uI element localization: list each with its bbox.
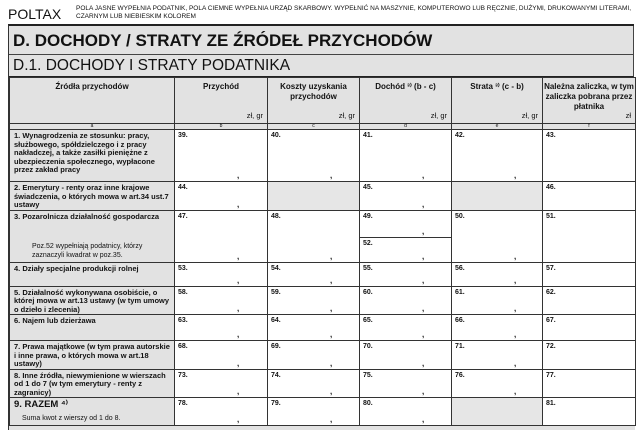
amount-field-c[interactable] — [268, 369, 360, 398]
amount-field-e[interactable] — [452, 286, 543, 315]
unit-label: zł, gr — [246, 111, 263, 120]
income-source: 4. Działy specjalne produkcji rolnej — [10, 262, 175, 286]
income-source: 2. Emerytury - renty oraz inne krajowe świadczenia, o których mowa w art.34 ust.7 ustawy — [10, 182, 175, 211]
income-source: 8. Inne źródła, niewymienione w wierszach od 1 do 7 (w tym emerytury - renty z zagranicy) — [10, 369, 175, 398]
field-number: 76. — [455, 371, 465, 379]
column-letter: f — [543, 124, 636, 130]
amount-field-b[interactable] — [175, 315, 268, 341]
table-row — [10, 398, 636, 426]
amount-field-f[interactable] — [543, 341, 636, 370]
field-number: 71. — [455, 343, 465, 350]
field-number: 48. — [271, 212, 281, 220]
decimal-separator: , — [514, 330, 517, 339]
field-number: 46. — [546, 184, 556, 191]
field-number: 63. — [178, 317, 188, 324]
table-row — [10, 130, 636, 182]
field-number: 64. — [271, 317, 281, 324]
field-number: 39. — [178, 132, 188, 139]
decimal-separator: , — [237, 251, 240, 261]
instructions: POLA JASNE WYPEŁNIA PODATNIK, POLA CIEMNE WYPEŁNIA URZĄD SKARBOWY. WYPEŁNIĆ NA MASZYNIE, KOMPUTEROWO LUB RĘCZNIE, DUŻYMI, DRUKOWANYMI LITERAMI, CZARNYM LUB NIEBIESKIM KOLOREM — [76, 5, 632, 20]
amount-field-c[interactable] — [268, 341, 360, 370]
decimal-separator: , — [330, 358, 333, 368]
amount-field-d[interactable] — [360, 315, 452, 341]
field-number: 70. — [363, 343, 373, 350]
amount-field-c[interactable] — [268, 398, 360, 426]
field-number: 59. — [271, 288, 281, 296]
unit-label: zł, gr — [338, 111, 355, 120]
field-number: 55. — [363, 264, 373, 272]
decimal-separator: , — [422, 304, 425, 313]
amount-field-d[interactable] — [360, 398, 452, 426]
amount-field-c[interactable] — [268, 286, 360, 315]
decimal-separator: , — [422, 275, 425, 285]
unit-label: zł, gr — [521, 111, 538, 120]
amount-field-f[interactable] — [543, 286, 636, 315]
column-letter: c — [268, 124, 360, 130]
table-row — [10, 369, 636, 398]
decimal-separator: , — [422, 330, 425, 339]
table-row — [10, 210, 636, 262]
field-number: 80. — [363, 400, 373, 407]
decimal-separator: , — [237, 199, 240, 209]
amount-field-f[interactable] — [543, 398, 636, 426]
decimal-separator: , — [330, 275, 333, 285]
column-letter: d — [360, 124, 452, 130]
amount-field-b[interactable] — [175, 130, 268, 182]
table-row — [10, 262, 636, 286]
column-letter: b — [175, 124, 268, 130]
amount-field-d[interactable] — [360, 369, 452, 398]
field-number: 77. — [546, 371, 556, 379]
income-source: 6. Najem lub dzierżawa — [10, 315, 175, 341]
income-table — [9, 77, 636, 426]
field-number: 52. — [363, 239, 373, 247]
field-number: 41. — [363, 132, 373, 139]
amount-field-e[interactable] — [452, 315, 543, 341]
decimal-separator: , — [514, 251, 517, 261]
field-number: 40. — [271, 132, 281, 139]
amount-field-e[interactable] — [452, 369, 543, 398]
unit-label: zł — [625, 111, 631, 120]
amount-field-c[interactable] — [268, 210, 360, 262]
field-number: 69. — [271, 343, 281, 350]
field-number: 68. — [178, 343, 188, 350]
amount-field-c[interactable] — [268, 262, 360, 286]
field-number: 72. — [546, 343, 556, 350]
amount-field-f[interactable] — [543, 182, 636, 211]
field-number: 73. — [178, 371, 188, 379]
field-number: 75. — [363, 371, 373, 379]
amount-field-c[interactable] — [268, 315, 360, 341]
decimal-separator: , — [237, 330, 240, 339]
amount-field-e[interactable] — [452, 130, 543, 182]
field-number: 53. — [178, 264, 188, 272]
amount-field-b[interactable] — [175, 369, 268, 398]
decimal-separator: , — [237, 171, 240, 180]
decimal-separator: , — [514, 304, 517, 313]
decimal-separator: , — [422, 415, 425, 424]
decimal-separator: , — [330, 330, 333, 339]
field-number: 74. — [271, 371, 281, 379]
decimal-separator: , — [330, 251, 333, 261]
decimal-separator: , — [237, 387, 240, 396]
field-number: 45. — [363, 184, 373, 191]
field-number: 47. — [178, 212, 188, 220]
income-source: 3. Pozarolnicza działalność gospodarcza Poz.52 wypełniają podatnicy, którzy zaznaczyli kwadrat w poz.35. — [10, 210, 175, 262]
field-number: 58. — [178, 288, 188, 296]
decimal-separator: , — [237, 275, 240, 285]
section-title: D. DOCHODY / STRATY ZE ŹRÓDEŁ PRZYCHODÓW — [9, 26, 634, 55]
column-header: Dochód ³⁾ (b - c) zł, gr — [360, 78, 452, 124]
income-source: 9. RAZEM ⁴⁾ Suma kwot z wierszy od 1 do 8. — [10, 398, 175, 426]
column-header: Strata ³⁾ (c - b) zł, gr — [452, 78, 543, 124]
amount-field-f[interactable] — [543, 130, 636, 182]
field-number: 56. — [455, 264, 465, 272]
column-header: Należna zaliczka, w tym zaliczka pobrana przez płatnika zł — [543, 78, 636, 124]
amount-field-d[interactable] — [360, 210, 452, 262]
amount-field-b[interactable] — [175, 182, 268, 211]
field-number: 65. — [363, 317, 373, 324]
column-header: Koszty uzyskania przychodów zł, gr — [268, 78, 360, 124]
office-only-cell — [452, 182, 543, 211]
field-number: 67. — [546, 317, 556, 324]
income-source: 1. Wynagrodzenia ze stosunku: pracy, służbowego, spółdzielczego i z pracy nakładczej, a także zasiłki pieniężne z ubezpieczenia społecznego, wypłacone przez zakład pracy — [10, 130, 175, 182]
bottom-band — [9, 426, 635, 430]
decimal-separator: , — [514, 358, 517, 368]
amount-field-d[interactable] — [360, 286, 452, 315]
unit-label: zł, gr — [430, 111, 447, 120]
decimal-separator: , — [237, 358, 240, 368]
amount-field-b[interactable] — [175, 210, 268, 262]
field-number: 49. — [363, 212, 373, 220]
decimal-separator: , — [330, 387, 333, 396]
row-note: Poz.52 wypełniają podatnicy, którzy zaznaczyli kwadrat w poz.35. — [32, 242, 143, 259]
amount-field-f[interactable] — [543, 210, 636, 262]
amount-field-b[interactable] — [175, 341, 268, 370]
decimal-separator: , — [422, 171, 425, 180]
amount-field-b[interactable] — [175, 262, 268, 286]
decimal-separator: , — [514, 171, 517, 180]
amount-field-e[interactable] — [452, 262, 543, 286]
amount-field-f[interactable] — [543, 315, 636, 341]
amount-field[interactable] — [360, 211, 451, 238]
amount-field-d[interactable] — [360, 341, 452, 370]
field-number: 78. — [178, 400, 188, 407]
income-source: 7. Prawa majątkowe (w tym prawa autorskie i inne prawa, o których mowa w art.18 ustawy) — [10, 341, 175, 370]
poltax-logo: POLTAX — [8, 6, 62, 22]
table-row — [10, 182, 636, 211]
form-header — [8, 4, 640, 24]
header-row — [10, 78, 636, 124]
column-letter: a — [10, 124, 175, 130]
decimal-separator: , — [514, 387, 517, 396]
amount-field-e[interactable] — [452, 341, 543, 370]
field-number: 57. — [546, 264, 556, 272]
decimal-separator: , — [422, 251, 425, 261]
decimal-separator: , — [422, 226, 425, 236]
field-number: 61. — [455, 288, 465, 296]
row-note: Suma kwot z wierszy od 1 do 8. — [22, 415, 121, 422]
field-number: 62. — [546, 288, 556, 296]
field-number: 50. — [455, 212, 465, 220]
decimal-separator: , — [330, 415, 333, 424]
decimal-separator: , — [237, 304, 240, 313]
amount-field-e[interactable] — [452, 210, 543, 262]
section-subtitle: D.1. DOCHODY I STRATY PODATNIKA — [9, 55, 634, 77]
field-number: 79. — [271, 400, 281, 407]
column-header: Przychód zł, gr — [175, 78, 268, 124]
field-number: 42. — [455, 132, 465, 139]
decimal-separator: , — [514, 275, 517, 285]
column-letter: e — [452, 124, 543, 130]
amount-field-f[interactable] — [543, 262, 636, 286]
income-form — [8, 24, 634, 430]
decimal-separator: , — [422, 199, 425, 209]
income-source: 5. Działalność wykonywana osobiście, o której mowa w art.13 ustawy (w tym umowy o dzieło i zlecenia) — [10, 286, 175, 315]
amount-field-d[interactable] — [360, 182, 452, 211]
decimal-separator: , — [330, 171, 333, 180]
amount-field[interactable] — [360, 238, 451, 262]
amount-field-d[interactable] — [360, 130, 452, 182]
office-only-cell — [452, 398, 543, 426]
table-row — [10, 286, 636, 315]
amount-field-c[interactable] — [268, 130, 360, 182]
table-row — [10, 341, 636, 370]
field-number: 54. — [271, 264, 281, 272]
decimal-separator: , — [422, 358, 425, 368]
field-number: 60. — [363, 288, 373, 296]
field-number: 51. — [546, 212, 556, 220]
decimal-separator: , — [237, 415, 240, 424]
decimal-separator: , — [422, 387, 425, 396]
column-header: Źródła przychodów — [10, 78, 175, 124]
field-number: 81. — [546, 400, 556, 407]
amount-field-b[interactable] — [175, 398, 268, 426]
field-number: 66. — [455, 317, 465, 324]
amount-field-d[interactable] — [360, 262, 452, 286]
office-only-cell — [268, 182, 360, 211]
field-number: 43. — [546, 132, 556, 139]
decimal-separator: , — [330, 304, 333, 313]
table-row — [10, 315, 636, 341]
amount-field-b[interactable] — [175, 286, 268, 315]
field-number: 44. — [178, 184, 188, 191]
amount-field-f[interactable] — [543, 369, 636, 398]
